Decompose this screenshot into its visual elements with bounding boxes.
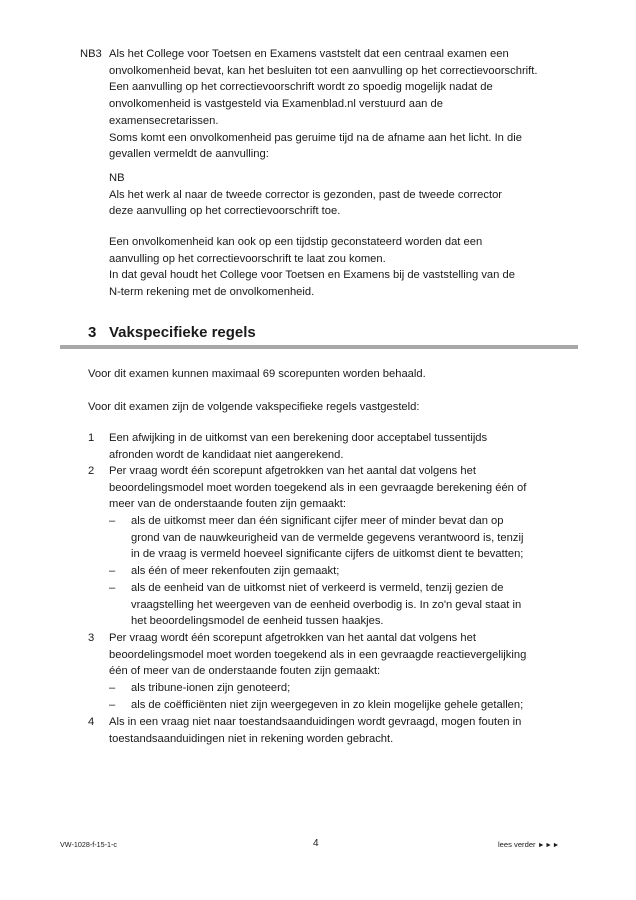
text-line: als de coëfficiënten niet zijn weergegeven in zo klein mogelijke gehele getallen;	[131, 699, 524, 711]
footer-document-code: VW-1028-f-15-1-c	[60, 840, 117, 849]
text-line: examensecretarissen.	[109, 114, 219, 127]
rule-text	[109, 463, 526, 513]
text-line: in de vraag is vermeld hoeveel significante cijfers de uitkomst dient te bevatten;	[131, 548, 524, 561]
sub-item-text	[131, 513, 523, 563]
text-line: Per vraag wordt één scorepunt afgetrokken van het aantal dat volgens het	[109, 632, 476, 644]
text-line: het beoordelingsmodel de eenheid tussen haakjes.	[131, 615, 384, 628]
text-line: Als het College voor Toetsen en Examens vaststelt dat een centraal examen een	[109, 48, 509, 60]
rule-number: 4	[88, 716, 95, 728]
section-number: 3	[88, 324, 97, 341]
rule-text	[109, 630, 526, 680]
rule-number: 2	[88, 465, 95, 477]
text-line: als de eenheid van de uitkomst niet of verkeerd is vermeld, tenzij gezien de	[131, 582, 504, 594]
nb-label: NB	[109, 172, 125, 184]
text-line: Soms komt een onvolkomenheid pas geruime tijd na de afname aan het licht. In die	[109, 131, 522, 144]
continue-label: lees verder	[498, 840, 536, 849]
bullet-dash: –	[109, 582, 116, 594]
bullet-dash: –	[109, 682, 116, 694]
text-line: aanvulling op het correctievoorschrift te laat zou komen.	[109, 252, 386, 265]
rule-number: 3	[88, 632, 95, 644]
text-line: als één of meer rekenfouten zijn gemaakt;	[131, 565, 340, 577]
sub-item-text	[131, 580, 521, 630]
rule-number: 1	[88, 432, 95, 444]
continue-arrows-icon: ►►►	[537, 842, 560, 849]
text-line: Als in een vraag niet naar toestandsaanduidingen wordt gevraagd, mogen fouten in	[109, 716, 522, 728]
nb-note	[109, 170, 502, 220]
sub-item-text	[131, 563, 339, 580]
text-line: meer van de onderstaande fouten zijn gemaakt:	[109, 498, 346, 511]
text-line: grond van de nauwkeurigheid van de vermelde gegevens verantwoord is, tenzij	[131, 531, 524, 544]
bullet-dash: –	[109, 565, 116, 577]
text-line: één of meer van de onderstaande fouten zijn gemaakt:	[109, 665, 381, 678]
text-line: Een aanvulling op het correctievoorschrift wordt zo spoedig mogelijk nadat de	[109, 81, 493, 94]
text-line: N-term rekening met de onvolkomenheid.	[109, 286, 315, 299]
footer-page-number: 4	[313, 838, 319, 849]
text-line: afronden wordt de kandidaat niet aangerekend.	[109, 448, 344, 461]
text-line: onvolkomenheid bevat, kan het besluiten tot een aanvulling op het correctievoorschrift.	[109, 64, 538, 77]
text-line: Per vraag wordt één scorepunt afgetrokken van het aantal dat volgens het	[109, 465, 476, 477]
text-line: toestandsaanduidingen niet in rekening worden gebracht.	[109, 732, 394, 745]
intro-line: Voor dit examen zijn de volgende vakspecifieke regels vastgesteld:	[88, 401, 420, 413]
text-line: als tribune-ionen zijn genoteerd;	[131, 682, 291, 694]
bullet-dash: –	[109, 699, 116, 711]
text-line: vraagstelling het weergeven van de eenheid overbodig is. In zo'n geval staat in	[131, 598, 522, 611]
text-line: onvolkomenheid is vastgesteld via Examenblad.nl verstuurd aan de	[109, 98, 443, 111]
text-line: beoordelingsmodel moet worden toegekend als in een gevraagde reactievergelijking	[109, 648, 527, 661]
text-line: gevallen vermeldt de aanvulling:	[109, 148, 269, 161]
bullet-dash: –	[109, 515, 116, 527]
rule-text	[109, 714, 521, 747]
section-title: Vakspecifieke regels	[109, 324, 256, 341]
sub-item-text	[131, 680, 290, 697]
text-line: Als het werk al naar de tweede corrector is gezonden, past de tweede corrector	[109, 188, 503, 201]
sub-item-text	[131, 697, 523, 714]
text-line: In dat geval houdt het College voor Toetsen en Examens bij de vaststelling van de	[109, 269, 515, 282]
nb3-label: NB3	[80, 48, 102, 60]
text-line: als de uitkomst meer dan één significant cijfer meer of minder bevat dan op	[131, 515, 504, 527]
text-line: deze aanvulling op het correctievoorschrift toe.	[109, 205, 341, 218]
nb3-extra-paragraph	[109, 234, 515, 301]
text-line: beoordelingsmodel moet worden toegekend als in een gevraagde berekening één of	[109, 481, 527, 494]
nb3-paragraph	[109, 46, 538, 163]
text-line: Een onvolkomenheid kan ook op een tijdstip geconstateerd worden dat een	[109, 236, 483, 248]
intro-line: Voor dit examen kunnen maximaal 69 scorepunten worden behaald.	[88, 368, 426, 380]
text-line: Een afwijking in de uitkomst van een berekening door acceptabel tussentijds	[109, 432, 488, 444]
rule-text	[109, 430, 487, 463]
section-divider	[60, 345, 578, 349]
footer-continue	[498, 840, 560, 849]
